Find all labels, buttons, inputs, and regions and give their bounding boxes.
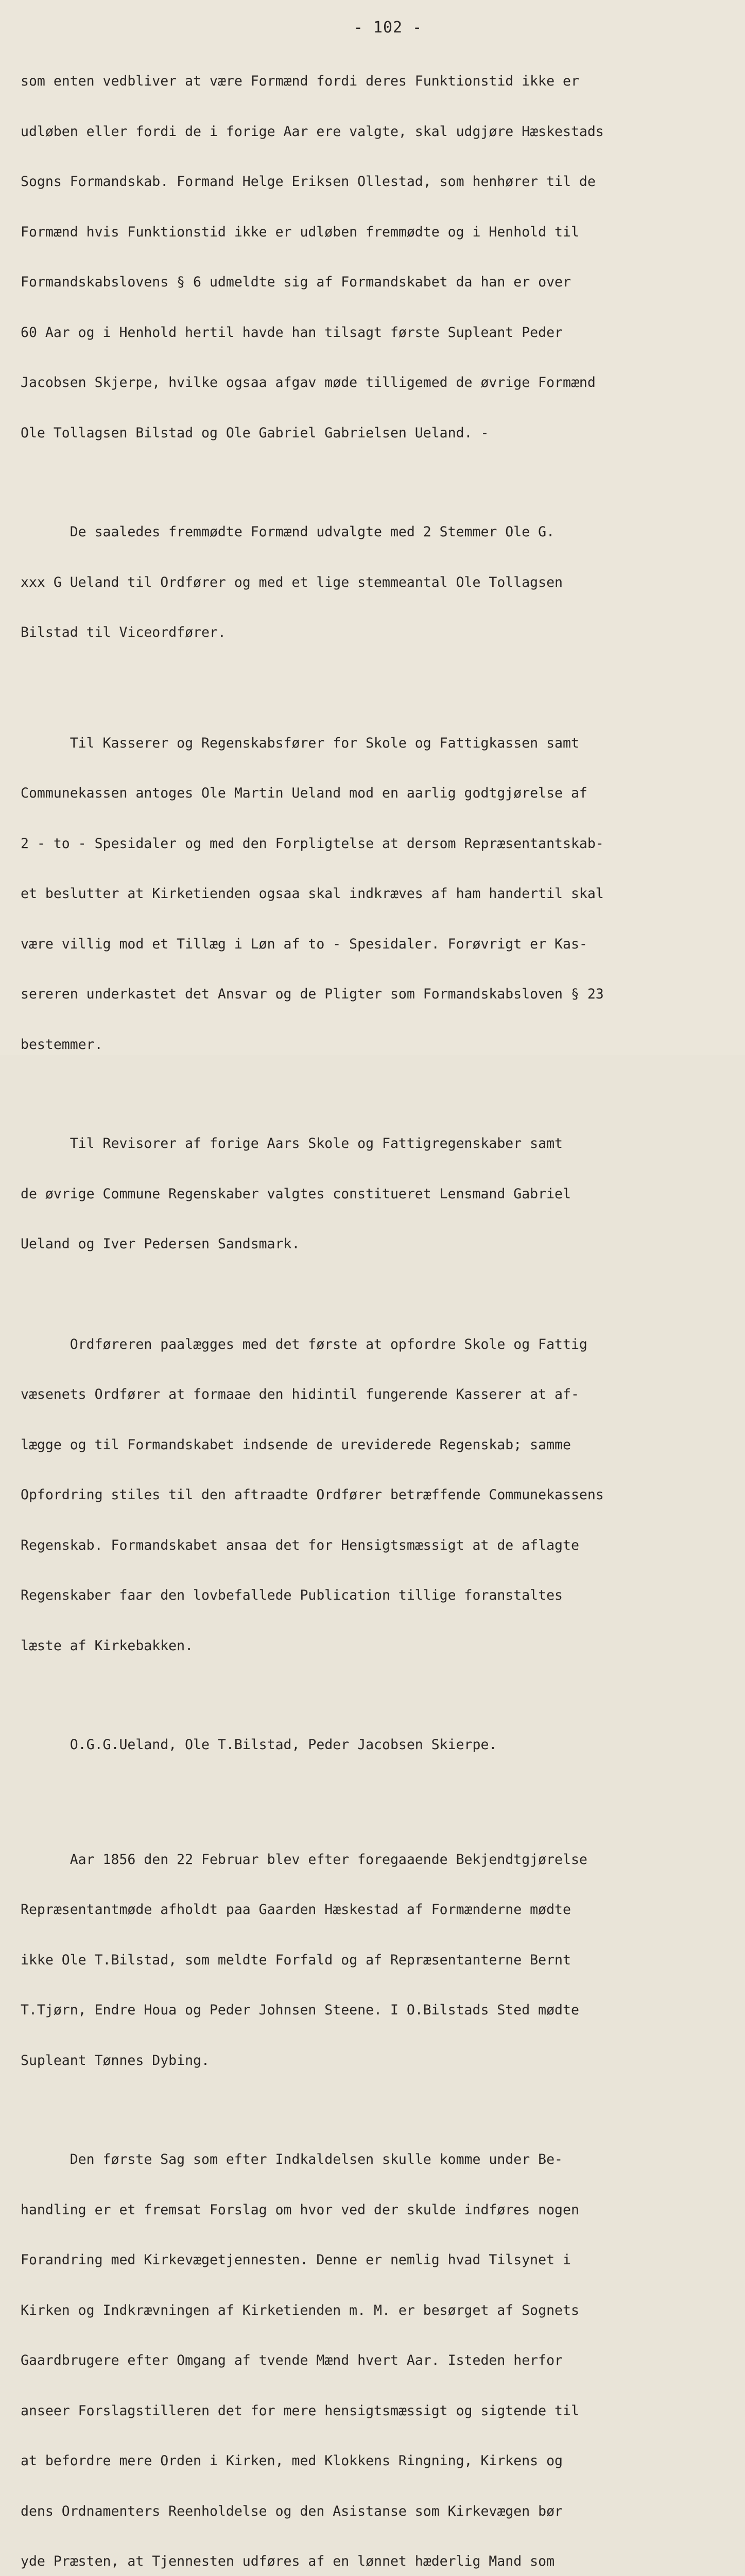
text-line: 2 - to - Spesidaler og med den Forpligtelse at dersom Repræsentantskab- <box>21 835 604 852</box>
paragraph-7 <box>21 1818 724 2103</box>
paragraph-8 <box>21 2118 724 2576</box>
text-line: Gaardbrugere efter Omgang af tvende Mænd hvert Aar. Isteden herfor <box>21 2352 563 2368</box>
text-line: bestemmer. <box>21 1036 103 1053</box>
signature-line <box>21 1703 724 1787</box>
text-line: lægge og til Formandskabet indsende de ureviderede Regenskab; samme <box>21 1436 571 1453</box>
text-line: 60 Aar og i Henhold hertil havde han tilsagt første Supleant Peder <box>21 324 563 341</box>
text-line: væsenets Ordfører at formaae den hidintil fungerende Kasserer at af- <box>21 1386 579 1402</box>
text-line: Sogns Formandskab. Formand Helge Eriksen Ollestad, som henhører til de <box>21 174 596 190</box>
text-line: Ole Tollagsen Bilstad og Ole Gabriel Gabrielsen Ueland. - <box>21 425 489 441</box>
text-line: Til Revisorer af forige Aars Skole og Fattigregenskaber samt <box>21 1136 563 1151</box>
text-line: Communekassen antoges Ole Martin Ueland mod en aarlig godtgjørelse af <box>21 785 587 801</box>
text-line: handling er et fremsat Forslag om hvor ved der skulde indføres nogen <box>21 2201 579 2218</box>
text-line: Til Kasserer og Regenskabsfører for Skole og Fattigkassen samt <box>21 735 579 751</box>
text-line: ikke Ole T.Bilstad, som meldte Forfald og af Repræsentanterne Bernt <box>21 1952 571 1968</box>
text-line: anseer Forslagstilleren det for mere hensigtsmæssigt og sigtende til <box>21 2402 579 2419</box>
text-line: Aar 1856 den 22 Februar blev efter foregaaende Bekjendtgjørelse <box>21 1851 587 1868</box>
text-line: O.G.G.Ueland, Ole T.Bilstad, Peder Jacobsen Skierpe. <box>21 1737 497 1753</box>
text-line: T.Tjørn, Endre Houa og Peder Johnsen Steene. I O.Bilstads Sted mødte <box>21 2002 579 2018</box>
text-line: Ueland og Iver Pedersen Sandsmark. <box>21 1236 300 1252</box>
text-line: Supleant Tønnes Dybing. <box>21 2052 210 2069</box>
text-line: udløben eller fordi de i forige Aar ere valgte, skal udgjøre Hæskestads <box>21 123 604 140</box>
text-line: Den første Sag som efter Indkaldelsen skulle komme under Be- <box>21 2151 563 2167</box>
text-line: Formandskabslovens § 6 udmeldte sig af Formandskabet da han er over <box>21 274 571 290</box>
text-line: et beslutter at Kirketienden ogsaa skal indkræves af ham handertil skal <box>21 886 604 902</box>
text-line: Regenskaber faar den lovbefallede Publication tillige foranstaltes <box>21 1587 563 1603</box>
paragraph-3 <box>21 702 724 1087</box>
text-line: Formænd hvis Funktionstid ikke er udløben fremmødte og i Henhold til <box>21 224 579 240</box>
text-line: Repræsentantmøde afholdt paa Gaarden Hæskestad af Formænderne mødte <box>21 1902 571 1918</box>
text-line: dens Ordnamenters Reenholdelse og den Asistanse som Kirkevægen bør <box>21 2503 563 2519</box>
text-line: xxx G Ueland til Ordfører og med et lige stemmeantal Ole Tollagsen <box>21 574 563 590</box>
text-line: De saaledes fremmødte Formænd udvalgte med 2 Stemmer Ole G. <box>21 524 555 540</box>
text-line: de øvrige Commune Regenskaber valgtes constitueret Lensmand Gabriel <box>21 1185 571 1202</box>
text-line: læste af Kirkebakken. <box>21 1637 194 1654</box>
paragraph-5 <box>21 1303 724 1688</box>
text-line: at befordre mere Orden i Kirken, med Klokkens Ringning, Kirkens og <box>21 2453 563 2469</box>
text-line: Jacobsen Skjerpe, hvilke ogsaa afgav møde tilligemed de øvrige Formænd <box>21 375 596 391</box>
paragraph-4 <box>21 1102 724 1286</box>
text-line: Ordføreren paalægges med det første at opfordre Skole og Fattig <box>21 1336 587 1352</box>
paragraph-2 <box>21 490 724 675</box>
text-line: Bilstad til Viceordfører. <box>21 624 226 640</box>
text-line: Forandring med Kirkevægetjennesten. Denne er nemlig hvad Tilsynet i <box>21 2252 571 2268</box>
text-line: Regenskab. Formandskabet ansaa det for Hensigtsmæssigt at de aflagte <box>21 1537 579 1553</box>
text-line: være villig mod et Tillæg i Løn af to - Spesidaler. Forøvrigt er Kas- <box>21 936 587 952</box>
text-line: yde Præsten, at Tjennesten udføres af en lønnet hæderlig Mand som <box>21 2553 555 2569</box>
text-line: Opfordring stiles til den aftraadte Ordfører betræffende Communekassens <box>21 1487 604 1503</box>
paragraph-1 <box>21 40 724 475</box>
text-line: sereren underkastet det Ansvar og de Pligter som Formandskabsloven § 23 <box>21 986 604 1002</box>
text-line: Kirken og Indkrævningen af Kirketienden m. M. er besørget af Sognets <box>21 2302 579 2318</box>
text-line: som enten vedbliver at være Formænd fordi deres Funktionstid ikke er <box>21 73 579 89</box>
page-number: - 102 - <box>353 19 423 37</box>
